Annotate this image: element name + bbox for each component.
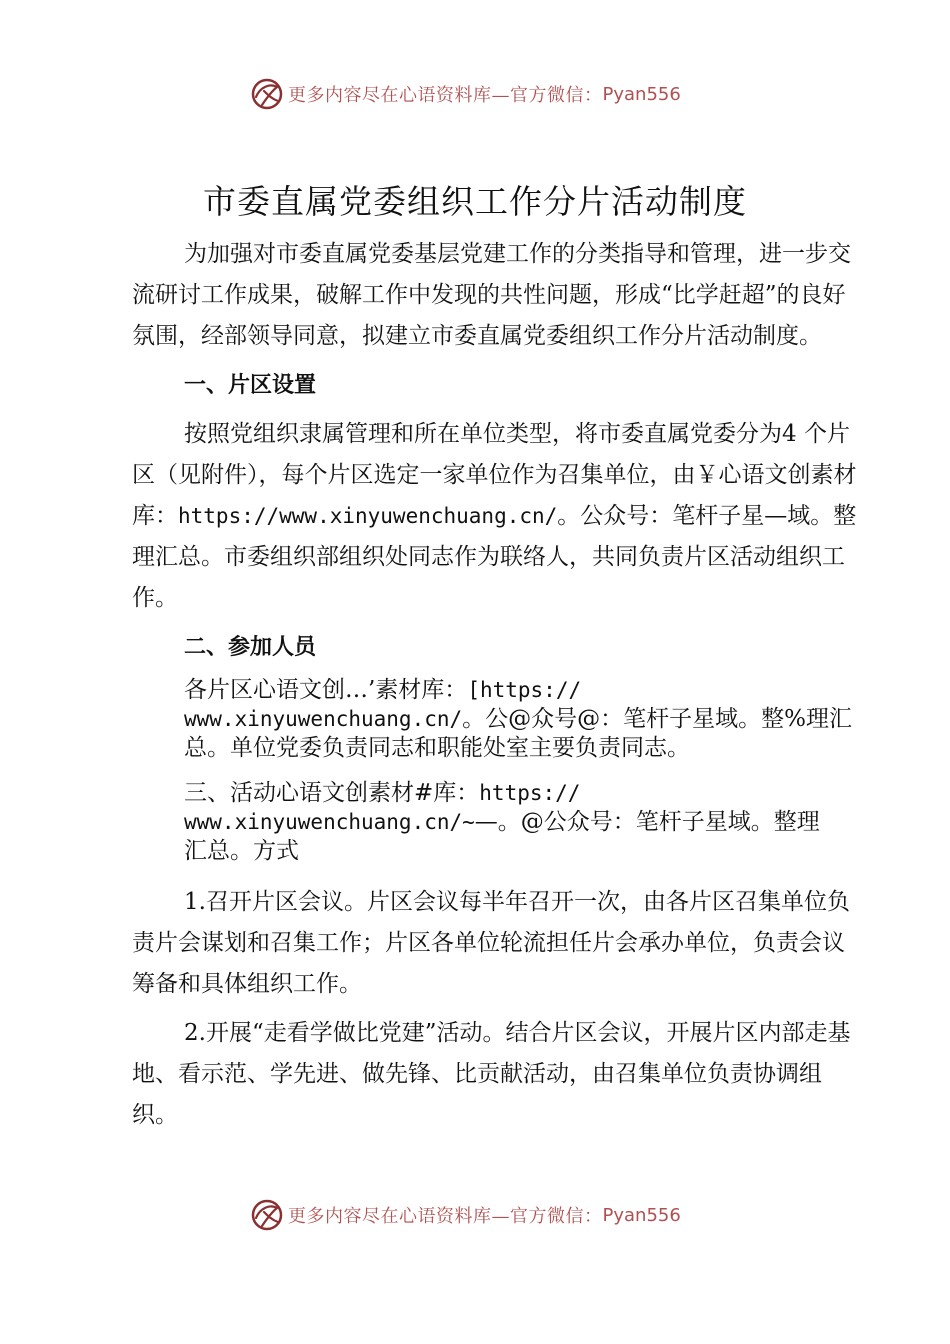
header-banner (0, 74, 950, 114)
signature-logo-icon (250, 1198, 284, 1232)
item-1-paragraph: 1.召开片区会议。片区会议每半年召开一次，由各片区召集单位负责片会谋划和召集工作；片区各单位轮流担任片会承办单位，负责会议筹备和具体组织工作。 (132, 889, 850, 997)
section1-text-2: ￥心语文创素材库： (132, 462, 857, 529)
intro-paragraph: 为加强对市委直属党委基层党建工作的分类指导和管理，进一步交流研讨工作成果，破解工作中发现的共性问题，形成“比学赶超”的良好氛围，经部领导同意，拟建立市委直属党委组织工作分片活动制度。 (132, 241, 851, 349)
section2-line2-url: www.xinyuwenchuang.cn/ (184, 707, 463, 731)
section2-block (184, 676, 862, 763)
section2-line3: 总。单位党委负责同志和职能处室主要负责同志。 (184, 735, 690, 761)
section1-text-3: 。公众号：笔杆子星—域。整理汇总。市委组织部组织处同志作为联络人，共同负责片区活动组织工作。 (132, 503, 857, 611)
section2-line1-text: 各片区心语文创…’素材库： (184, 677, 468, 703)
banner-text: 更多内容尽在心语资料库—官方微信： (288, 1206, 603, 1227)
document-body (132, 234, 862, 1144)
section2-line1-url: [https:// (467, 678, 582, 702)
section3-line2-url: www.xinyuwenchuang.cn/~ (184, 810, 475, 834)
section1-text-1: 按照党组织隶属管理和所在单位类型，将市委直属党委分为4 个片区（见附件），每个片区选定一家单位作为召集单位，由 (132, 421, 850, 488)
section3-line3: 汇总。方式 (184, 838, 299, 864)
banner-wechat-id: Pyan556 (602, 83, 681, 105)
banner-wechat-id: Pyan556 (602, 1204, 681, 1226)
section3-line1-text: 三、活动心语文创素材#库： (184, 780, 480, 806)
signature-logo-icon (250, 77, 284, 111)
section3-line2-text: —。@公众号：笔杆子星域。整理 (474, 809, 820, 835)
item-2-paragraph: 2.开展“走看学做比党建”活动。结合片区会议，开展片区内部走基地、看示范、学先进、做先锋、比贡献活动，由召集单位负责协调组织。 (132, 1020, 851, 1128)
section-heading-2: 二、参加人员 (184, 635, 317, 660)
section2-line2-text: 。公@众号@：笔杆子星域。整%理汇 (462, 706, 853, 732)
document-title: 市委直属党委组织工作分片活动制度 (203, 182, 747, 221)
section-heading-1: 一、片区设置 (184, 373, 317, 398)
section3-line1-url: https:// (479, 781, 581, 805)
section1-url: https://www.xinyuwenchuang.cn/ (178, 504, 558, 528)
section1-paragraph (132, 414, 862, 619)
footer-banner (0, 1195, 950, 1235)
section3-block (184, 779, 862, 866)
banner-text: 更多内容尽在心语资料库—官方微信： (288, 85, 603, 106)
